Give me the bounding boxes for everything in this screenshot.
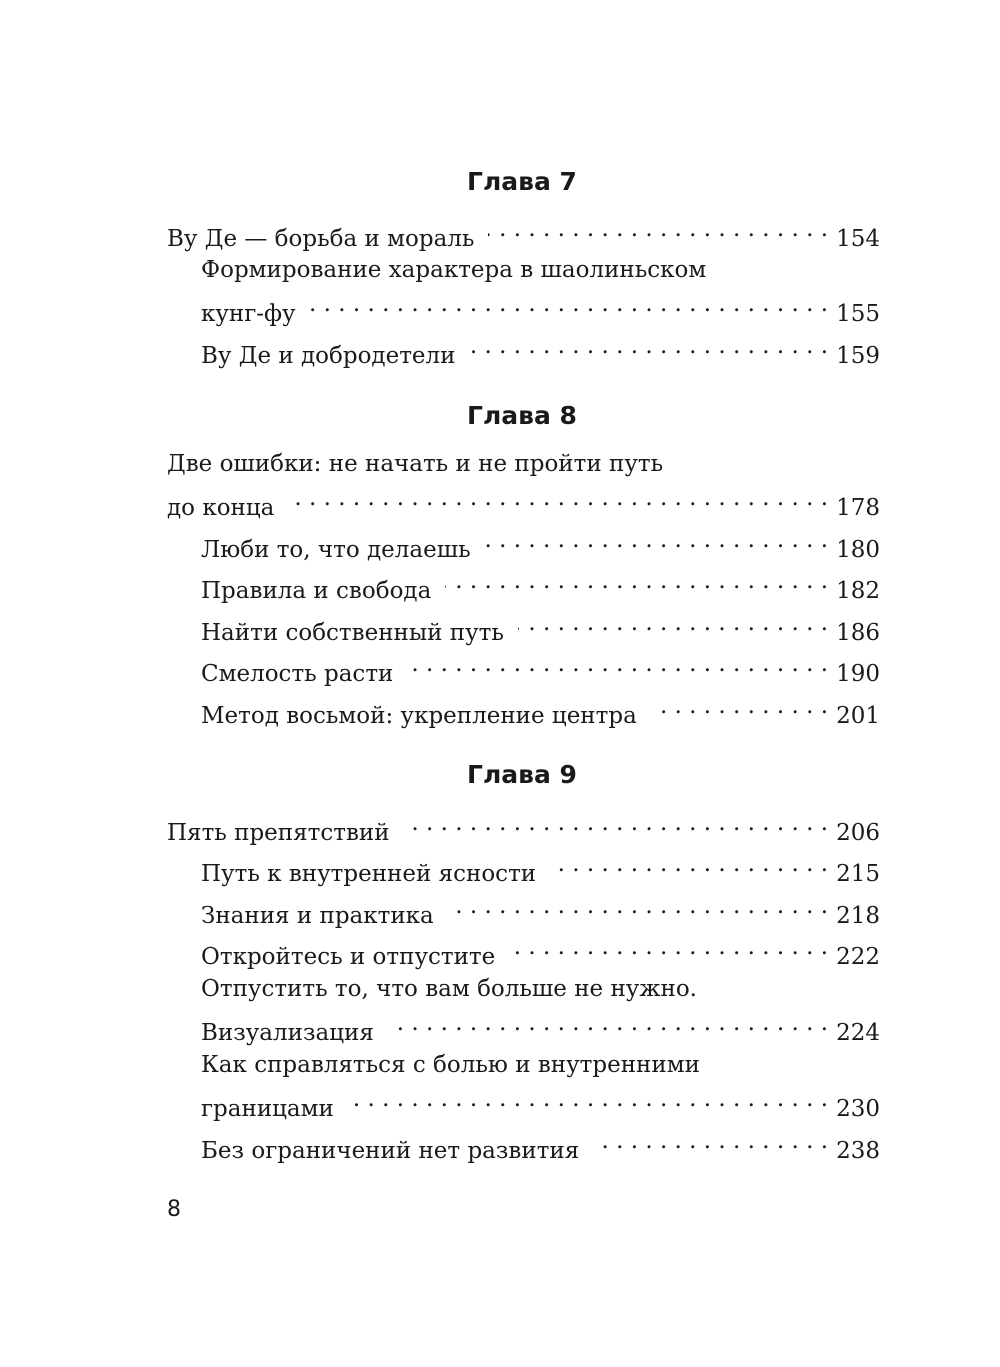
toc-entry-page: 190: [836, 661, 880, 687]
toc-entry-line: [201, 889, 880, 929]
toc-entry-title: Метод восьмой: укрепление центра: [201, 703, 637, 729]
dot-leader: [288, 481, 828, 515]
chapter-heading: Глава 8: [467, 401, 577, 430]
dot-leader: [404, 806, 829, 840]
dot-leader: [509, 930, 828, 964]
toc-entry-title: Ву Де — борьба и мораль: [167, 226, 475, 252]
toc-entry-page: 178: [836, 495, 880, 521]
toc-entry-line: [201, 1048, 880, 1082]
dot-leader: [593, 1124, 828, 1158]
chapter-heading: Глава 7: [467, 167, 577, 196]
toc-entry-page: 159: [836, 343, 880, 369]
toc-entry-line: [167, 447, 880, 481]
dot-leader: [310, 287, 828, 321]
dot-leader: [485, 523, 828, 557]
dot-leader: [407, 647, 828, 681]
toc-entry-line: [201, 1124, 880, 1164]
toc-entry-line: [201, 647, 880, 687]
toc-entry-line: [201, 847, 880, 887]
toc-entry-page: 206: [836, 820, 880, 846]
toc-entry-title: Отпустить то, что вам больше не нужно.: [201, 976, 697, 1002]
toc-entry-page: 180: [836, 537, 880, 563]
toc-entry-title: Люби то, что делаешь: [201, 537, 471, 563]
dot-leader: [518, 606, 828, 640]
dot-leader: [388, 1006, 828, 1040]
toc-entry-page: 230: [836, 1096, 880, 1122]
toc-entry-line: [201, 564, 880, 604]
toc-entry-line: [201, 287, 880, 327]
toc-entry-title: Знания и практика: [201, 903, 434, 929]
toc-entry-title: кунг-фу: [201, 301, 296, 327]
toc-entry-page: 238: [836, 1138, 880, 1164]
toc-entry-title: Путь к внутренней ясности: [201, 861, 537, 887]
dot-leader: [348, 1082, 828, 1116]
toc-entry-line: [201, 1006, 880, 1046]
toc-entry-page: 224: [836, 1020, 880, 1046]
toc-entry-title: Пять препятствий: [167, 820, 390, 846]
toc-entry-page: 215: [836, 861, 880, 887]
toc-entry-page: 222: [836, 944, 880, 970]
toc-entry-title: Без ограничений нет развития: [201, 1138, 580, 1164]
toc-entry-title: Визуализация: [201, 1020, 374, 1046]
toc-entry-title: Две ошибки: не начать и не пройти путь: [167, 451, 664, 477]
toc-entry-title: Откройтесь и отпустите: [201, 944, 496, 970]
toc-entry-line: [167, 212, 880, 252]
toc-entry-line: [201, 1082, 880, 1122]
toc-entry-title: Ву Де и добродетели: [201, 343, 456, 369]
toc-entry-title: до конца: [167, 495, 275, 521]
dot-leader: [550, 847, 828, 881]
toc-entry-page: 182: [836, 578, 880, 604]
toc-entry-title: Как справляться с болью и внутренними: [201, 1052, 700, 1078]
toc-entry-line: [167, 806, 880, 846]
toc-entry-line: [201, 689, 880, 729]
dot-leader: [469, 329, 828, 363]
toc-entry-line: [201, 329, 880, 369]
toc-entry-page: 154: [836, 226, 880, 252]
page-number: 8: [167, 1197, 181, 1222]
dot-leader: [651, 689, 828, 723]
toc-entry-title: границами: [201, 1096, 334, 1122]
toc-entry-line: [201, 930, 880, 970]
toc-entry-line: [167, 481, 880, 521]
chapter-heading: Глава 9: [467, 760, 577, 789]
dot-leader: [488, 212, 828, 246]
dot-leader: [445, 564, 828, 598]
toc-entry-line: [201, 253, 880, 287]
toc-entry-line: [201, 523, 880, 563]
toc-entry-title: Формирование характера в шаолиньском: [201, 257, 707, 283]
toc-entry-page: 186: [836, 620, 880, 646]
toc-entry-page: 201: [836, 703, 880, 729]
toc-entry-line: [201, 606, 880, 646]
toc-entry-page: 155: [836, 301, 880, 327]
toc-entry-title: Правила и свобода: [201, 578, 432, 604]
toc-entry-title: Найти собственный путь: [201, 620, 504, 646]
toc-entry-title: Смелость расти: [201, 661, 394, 687]
toc-entry-line: [201, 972, 880, 1006]
dot-leader: [448, 889, 828, 923]
toc-entry-page: 218: [836, 903, 880, 929]
